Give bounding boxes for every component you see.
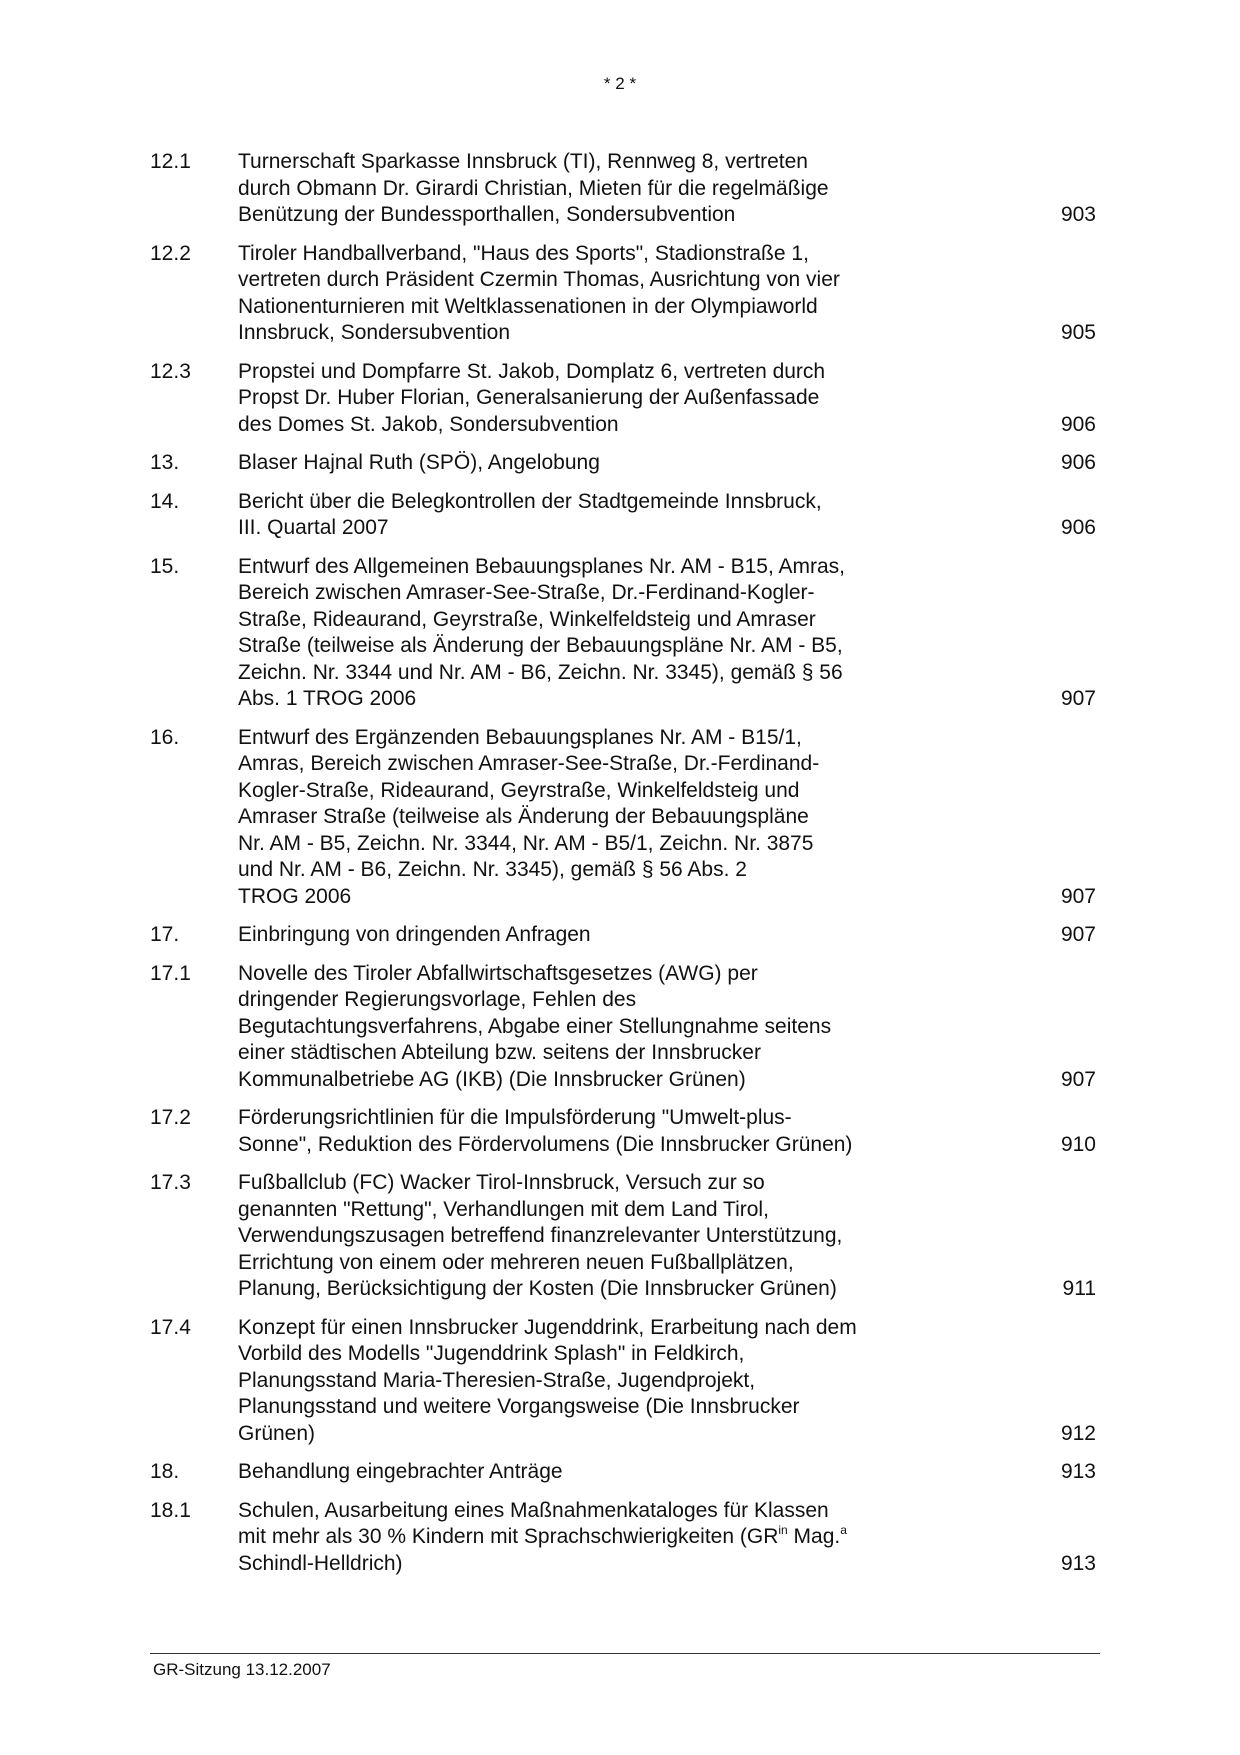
toc-entry (150, 1498, 1100, 1578)
toc-entry (150, 359, 1100, 439)
entry-page-number: 906 (1060, 451, 1096, 474)
entry-title (238, 1498, 978, 1578)
entry-number: 17.3 (150, 1171, 191, 1194)
toc-entry (150, 554, 1100, 713)
entry-page-number: 907 (1060, 884, 1096, 908)
toc-entry (150, 725, 1100, 911)
toc-entry (150, 489, 1100, 542)
entry-title: Behandlung eingebrachter Anträge (238, 1460, 563, 1483)
entry-number: 13. (150, 451, 180, 474)
entry-title: Förderungsrichtlinien für die Impulsförderung "Umwelt-plus- Sonne", Reduktion des Fördervolumens (Die Innsbrucker Grünen) (238, 1106, 853, 1156)
toc-entry (150, 1315, 1100, 1448)
table-of-contents (150, 149, 1100, 1589)
entry-page-number: 906 (1060, 412, 1096, 436)
entry-title-part: Mag. (787, 1525, 841, 1548)
superscript: a (840, 1523, 847, 1537)
entry-title: Novelle des Tiroler Abfallwirtschaftsgesetzes (AWG) per dringender Regierungsvorlage, Fehlen des Begutachtungsverfahrens, Abgabe einer Stellungnahme seitens einer städtischen Abteilung bzw. seitens der Innsbrucker Kommunalbetriebe AG (IKB) (Die Innsbrucker Grünen) (238, 961, 832, 1091)
entry-page-number: 906 (1060, 516, 1096, 539)
footer-divider (150, 1653, 1100, 1654)
entry-page-number: 903 (1060, 203, 1096, 226)
entry-number: 15. (150, 554, 180, 578)
entry-number: 18. (150, 1460, 180, 1483)
entry-page-number: 913 (1060, 1551, 1096, 1575)
entry-number: 17.4 (150, 1315, 191, 1339)
entry-number: 14. (150, 489, 180, 513)
entry-page-number: 912 (1060, 1421, 1096, 1445)
toc-entry (150, 1170, 1100, 1303)
entry-title: Tiroler Handballverband, "Haus des Sports", Stadionstraße 1, vertreten durch Präsident Czermin Thomas, Ausrichtung von vier Nationenturnieren mit Weltklassenationen in der Olympiaworld Innsbruck, Sondersubvention (238, 241, 840, 344)
entry-page-number: 907 (1060, 687, 1096, 710)
entry-number: 12.3 (150, 359, 191, 383)
entry-title-part: Schulen, Ausarbeitung eines Maßnahmenkataloges für Klassen mit mehr als 30 % Kindern mit Sprachschwierigkeiten (GR (238, 1498, 829, 1548)
entry-title: Einbringung von dringenden Anfragen (238, 923, 591, 946)
entry-number: 12.1 (150, 150, 191, 173)
entry-title: Bericht über die Belegkontrollen der Stadtgemeinde Innsbruck, III. Quartal 2007 (238, 489, 822, 539)
entry-page-number: 910 (1060, 1132, 1096, 1156)
entry-title: Turnerschaft Sparkasse Innsbruck (TI), Rennweg 8, vertreten durch Obmann Dr. Girardi Christian, Mieten für die regelmäßige Benützung der Bundessporthallen, Sondersubvention (238, 150, 829, 226)
toc-entry (150, 241, 1100, 347)
entry-number: 18.1 (150, 1498, 191, 1522)
toc-entry (150, 1105, 1100, 1158)
toc-entry (150, 961, 1100, 1094)
superscript: in (778, 1523, 788, 1537)
entry-page-number: 913 (1060, 1460, 1096, 1483)
page-number: * 2 * (603, 74, 637, 93)
entry-title-part: Schindl-Helldrich) (238, 1551, 403, 1575)
footer-text: GR-Sitzung 13.12.2007 (153, 1660, 331, 1679)
entry-page-number: 907 (1060, 923, 1096, 946)
entry-page-number: 905 (1060, 321, 1096, 344)
entry-page-number: 911 (1062, 1277, 1096, 1300)
entry-title: Fußballclub (FC) Wacker Tirol-Innsbruck, Versuch zur so genannten "Rettung", Verhandlungen mit dem Land Tirol, Verwendungszusagen betreffend finanzrelevanter Unterstützung, Errichtung von einem oder mehreren neuen Fußballplätzen, Planung, Berücksichtigung der Kosten (Die Innsbrucker Grünen) (238, 1171, 843, 1300)
entry-title: Blaser Hajnal Ruth (SPÖ), Angelobung (238, 451, 600, 474)
toc-entry (150, 1459, 1100, 1486)
toc-entry (150, 922, 1100, 949)
toc-entry (150, 149, 1100, 229)
entry-number: 16. (150, 725, 180, 749)
entry-title: Entwurf des Ergänzenden Bebauungsplanes Nr. AM - B15/1, Amras, Bereich zwischen Amraser-See-Straße, Dr.-Ferdinand- Kogler-Straße, Rideaurand, Geyrstraße, Winkelfeldsteig und Amraser Straße (teilweise als Änderung der Bebauungspläne Nr. AM - B5, Zeichn. Nr. 3344, Nr. AM - B5/1, Zeichn. Nr. 3875 und Nr. AM - B6, Zeichn. Nr. 3345), gemäß § 56 Abs. 2 TROG 2006 (238, 725, 820, 908)
entry-title: Propstei und Dompfarre St. Jakob, Domplatz 6, vertreten durch Propst Dr. Huber Florian, Generalsanierung der Außenfassade des Domes St. Jakob, Sondersubvention (238, 359, 826, 436)
entry-title: Konzept für einen Innsbrucker Jugenddrink, Erarbeitung nach dem Vorbild des Modells "Jugenddrink Splash" in Feldkirch, Planungsstand Maria-Theresien-Straße, Jugendprojekt, Planungsstand und weitere Vorgangsweise (Die Innsbrucker Grünen) (238, 1315, 857, 1445)
toc-entry (150, 450, 1100, 477)
entry-number: 17.1 (150, 961, 191, 985)
entry-number: 17. (150, 923, 180, 946)
entry-number: 17.2 (150, 1106, 191, 1129)
entry-title: Entwurf des Allgemeinen Bebauungsplanes Nr. AM - B15, Amras, Bereich zwischen Amraser-See-Straße, Dr.-Ferdinand-Kogler- Straße, Rideaurand, Geyrstraße, Winkelfeldsteig und Amraser Straße (teilweise als Änderung der Bebauungspläne Nr. AM - B5, Zeichn. Nr. 3344 und Nr. AM - B6, Zeichn. Nr. 3345), gemäß § 56 Abs. 1 TROG 2006 (238, 554, 846, 710)
entry-number: 12.2 (150, 241, 191, 265)
entry-page-number: 907 (1060, 1067, 1096, 1091)
